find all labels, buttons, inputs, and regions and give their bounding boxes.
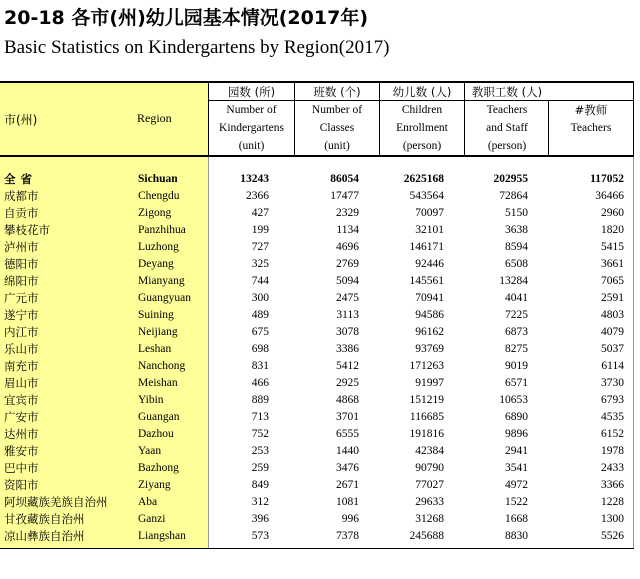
cell-children: 70097 — [415, 207, 444, 219]
cell-city: 德阳市 — [4, 257, 39, 271]
cell-city: 遂宁市 — [4, 308, 39, 322]
header-divider — [633, 83, 634, 155]
cell-staff: 8275 — [505, 343, 528, 355]
cell-children: 93769 — [415, 343, 444, 355]
cell-children: 91997 — [415, 377, 444, 389]
cell-classes: 86054 — [330, 173, 359, 185]
cell-region: Guangan — [138, 411, 180, 423]
cell-children: 92446 — [415, 258, 444, 270]
cell-classes: 2671 — [336, 479, 359, 491]
cell-teachers: 3661 — [601, 258, 624, 270]
cell-staff: 202955 — [493, 173, 528, 185]
cell-classes: 2329 — [336, 207, 359, 219]
cell-classes: 2769 — [336, 258, 359, 270]
table-row-total — [0, 171, 634, 188]
cell-teachers: 3366 — [601, 479, 624, 491]
cell-teachers: 3730 — [601, 377, 624, 389]
table-row — [0, 392, 634, 409]
cell-classes: 7378 — [336, 530, 359, 542]
cell-teachers: 1820 — [601, 224, 624, 236]
cell-region: Ganzi — [138, 513, 166, 525]
cell-kindergartens: 675 — [251, 326, 269, 338]
page-title-chinese: 20-18 各市(州)幼儿园基本情况(2017年) — [4, 7, 368, 29]
header-staff: 教职工数 (人) Teachers and Staff (person) — [471, 85, 543, 152]
cell-region: Yaan — [138, 445, 162, 457]
cell-staff: 6890 — [505, 411, 528, 423]
header-children: 幼儿数 (人) Children Enrollment (person) — [392, 85, 452, 152]
cell-staff: 6873 — [505, 326, 528, 338]
cell-kindergartens: 427 — [251, 207, 269, 219]
cell-classes: 5094 — [336, 275, 359, 287]
cell-classes: 3386 — [336, 343, 359, 355]
cell-city: 广元市 — [4, 291, 39, 305]
cell-staff: 9019 — [505, 360, 528, 372]
data-table — [0, 171, 634, 545]
cell-city: 成都市 — [4, 189, 39, 203]
cell-kindergartens: 259 — [251, 462, 269, 474]
cell-city: 资阳市 — [4, 478, 39, 492]
cell-region: Suining — [138, 309, 174, 321]
cell-region: Guangyuan — [138, 292, 192, 304]
cell-teachers: 5037 — [601, 343, 624, 355]
table-row — [0, 273, 634, 290]
cell-region: Leshan — [138, 343, 172, 355]
cell-city: 泸州市 — [4, 240, 39, 254]
cell-classes: 4696 — [336, 241, 359, 253]
cell-kindergartens: 698 — [251, 343, 269, 355]
cell-city: 巴中市 — [4, 461, 39, 475]
cell-kindergartens: 573 — [251, 530, 269, 542]
cell-children: 90790 — [415, 462, 444, 474]
cell-city: 雅安市 — [4, 444, 39, 458]
cell-classes: 2925 — [336, 377, 359, 389]
table-row — [0, 409, 634, 426]
cell-region: Deyang — [138, 258, 174, 270]
cell-children: 94586 — [415, 309, 444, 321]
cell-region: Luzhong — [138, 241, 179, 253]
cell-region: Neijiang — [138, 326, 178, 338]
cell-children: 31268 — [415, 513, 444, 525]
cell-classes: 1134 — [336, 224, 359, 236]
cell-teachers: 1300 — [601, 513, 624, 525]
cell-children: 191816 — [409, 428, 444, 440]
cell-region: Aba — [138, 496, 158, 508]
cell-city: 绵阳市 — [4, 274, 39, 288]
cell-region: Sichuan — [138, 173, 178, 185]
header-region: Region — [137, 111, 172, 125]
cell-staff: 9896 — [505, 428, 528, 440]
cell-children: 42384 — [415, 445, 444, 457]
cell-staff: 2941 — [505, 445, 528, 457]
cell-kindergartens: 325 — [251, 258, 269, 270]
cell-kindergartens: 489 — [251, 309, 269, 321]
cell-kindergartens: 849 — [251, 479, 269, 491]
cell-region: Yibin — [138, 394, 164, 406]
table-row — [0, 358, 634, 375]
cell-kindergartens: 744 — [251, 275, 269, 287]
cell-kindergartens: 889 — [251, 394, 269, 406]
cell-region: Liangshan — [138, 530, 186, 542]
cell-staff: 7225 — [505, 309, 528, 321]
cell-classes: 1440 — [336, 445, 359, 457]
cell-children: 171263 — [409, 360, 444, 372]
cell-city: 广安市 — [4, 410, 39, 424]
cell-region: Zigong — [138, 207, 172, 219]
cell-children: 70941 — [415, 292, 444, 304]
cell-staff: 10653 — [499, 394, 528, 406]
table-row — [0, 290, 634, 307]
cell-region: Chengdu — [138, 190, 180, 202]
cell-teachers: 4535 — [601, 411, 624, 423]
cell-classes: 17477 — [330, 190, 359, 202]
cell-kindergartens: 713 — [251, 411, 269, 423]
cell-children: 77027 — [415, 479, 444, 491]
cell-children: 146171 — [409, 241, 444, 253]
cell-classes: 6555 — [336, 428, 359, 440]
cell-teachers: 36466 — [595, 190, 624, 202]
cell-region: Meishan — [138, 377, 178, 389]
cell-children: 151219 — [409, 394, 444, 406]
cell-city: 宜宾市 — [4, 393, 39, 407]
cell-children: 245688 — [409, 530, 444, 542]
cell-teachers: 7065 — [601, 275, 624, 287]
cell-classes: 3701 — [336, 411, 359, 423]
cell-children: 116685 — [409, 411, 444, 423]
cell-region: Mianyang — [138, 275, 185, 287]
cell-region: Nanchong — [138, 360, 186, 372]
cell-classes: 996 — [341, 513, 359, 525]
cell-children: 32101 — [415, 224, 444, 236]
cell-region: Ziyang — [138, 479, 171, 491]
table-row — [0, 324, 634, 341]
cell-teachers: 2591 — [601, 292, 624, 304]
table-row — [0, 426, 634, 443]
cell-staff: 6571 — [505, 377, 528, 389]
table-row — [0, 188, 634, 205]
cell-classes: 4868 — [336, 394, 359, 406]
cell-classes: 3476 — [336, 462, 359, 474]
cell-kindergartens: 396 — [251, 513, 269, 525]
cell-teachers: 6793 — [601, 394, 624, 406]
cell-teachers: 1978 — [601, 445, 624, 457]
cell-teachers: 1228 — [601, 496, 624, 508]
cell-city: 乐山市 — [4, 342, 39, 356]
cell-region: Panzhihua — [138, 224, 186, 236]
cell-classes: 5412 — [336, 360, 359, 372]
cell-teachers: 2960 — [601, 207, 624, 219]
page-title-english: Basic Statistics on Kindergartens by Region(2017) — [4, 37, 390, 58]
table-row — [0, 205, 634, 222]
cell-teachers: 5415 — [601, 241, 624, 253]
cell-staff: 1668 — [505, 513, 528, 525]
cell-staff: 5150 — [505, 207, 528, 219]
cell-teachers: 4803 — [601, 309, 624, 321]
cell-kindergartens: 253 — [251, 445, 269, 457]
cell-children: 29633 — [415, 496, 444, 508]
table-row — [0, 341, 634, 358]
cell-kindergartens: 199 — [251, 224, 269, 236]
table-row — [0, 494, 634, 511]
cell-kindergartens: 831 — [251, 360, 269, 372]
table-row — [0, 375, 634, 392]
cell-staff: 4972 — [505, 479, 528, 491]
cell-city: 攀枝花市 — [4, 223, 50, 237]
cell-kindergartens: 727 — [251, 241, 269, 253]
cell-classes: 3078 — [336, 326, 359, 338]
cell-kindergartens: 466 — [251, 377, 269, 389]
cell-region: Bazhong — [138, 462, 179, 474]
cell-staff: 4041 — [505, 292, 528, 304]
cell-teachers: 5526 — [601, 530, 624, 542]
header-kindergartens: 园数 (所) Number of Kindergartens (unit) — [219, 85, 284, 152]
cell-staff: 8830 — [505, 530, 528, 542]
cell-staff: 3638 — [505, 224, 528, 236]
cell-children: 145561 — [409, 275, 444, 287]
cell-city: 阿坝藏族羌族自治州 — [4, 495, 108, 509]
cell-kindergartens: 752 — [251, 428, 269, 440]
cell-city: 凉山彝族自治州 — [4, 529, 85, 543]
cell-staff: 8594 — [505, 241, 528, 253]
cell-city: 内江市 — [4, 325, 39, 339]
cell-children: 543564 — [409, 190, 444, 202]
table-row — [0, 443, 634, 460]
table-row — [0, 511, 634, 528]
table-row — [0, 528, 634, 545]
table-row — [0, 256, 634, 273]
cell-city: 自贡市 — [4, 206, 39, 220]
cell-staff: 72864 — [499, 190, 528, 202]
table-row — [0, 477, 634, 494]
cell-teachers: 4079 — [601, 326, 624, 338]
cell-classes: 2475 — [336, 292, 359, 304]
cell-kindergartens: 312 — [251, 496, 269, 508]
table-row — [0, 460, 634, 477]
cell-city: 眉山市 — [4, 376, 39, 390]
cell-children: 2625168 — [403, 173, 444, 185]
cell-city: 甘孜藏族自治州 — [4, 512, 85, 526]
table-row — [0, 307, 634, 324]
header-classes: 班数 (个) Number of Classes (unit) — [311, 85, 363, 152]
cell-region: Dazhou — [138, 428, 174, 440]
cell-teachers: 2433 — [601, 462, 624, 474]
cell-classes: 1081 — [336, 496, 359, 508]
cell-children: 96162 — [415, 326, 444, 338]
table-bottom-rule — [0, 548, 634, 549]
cell-staff: 1522 — [505, 496, 528, 508]
cell-staff: 13284 — [499, 275, 528, 287]
table-row — [0, 239, 634, 256]
cell-kindergartens: 13243 — [240, 173, 269, 185]
header-city: 市(州) — [4, 113, 38, 127]
cell-kindergartens: 300 — [251, 292, 269, 304]
table-header-rule — [0, 155, 634, 157]
cell-classes: 3113 — [336, 309, 359, 321]
header-teachers: #教师 Teachers — [570, 103, 612, 134]
cell-staff: 6508 — [505, 258, 528, 270]
table-row — [0, 222, 634, 239]
cell-city: 全省 — [4, 172, 37, 186]
cell-teachers: 6152 — [601, 428, 624, 440]
cell-teachers: 117052 — [590, 173, 624, 185]
cell-kindergartens: 2366 — [246, 190, 269, 202]
cell-city: 南充市 — [4, 359, 39, 373]
cell-staff: 3541 — [505, 462, 528, 474]
cell-teachers: 6114 — [601, 360, 624, 372]
cell-city: 达州市 — [4, 427, 39, 441]
